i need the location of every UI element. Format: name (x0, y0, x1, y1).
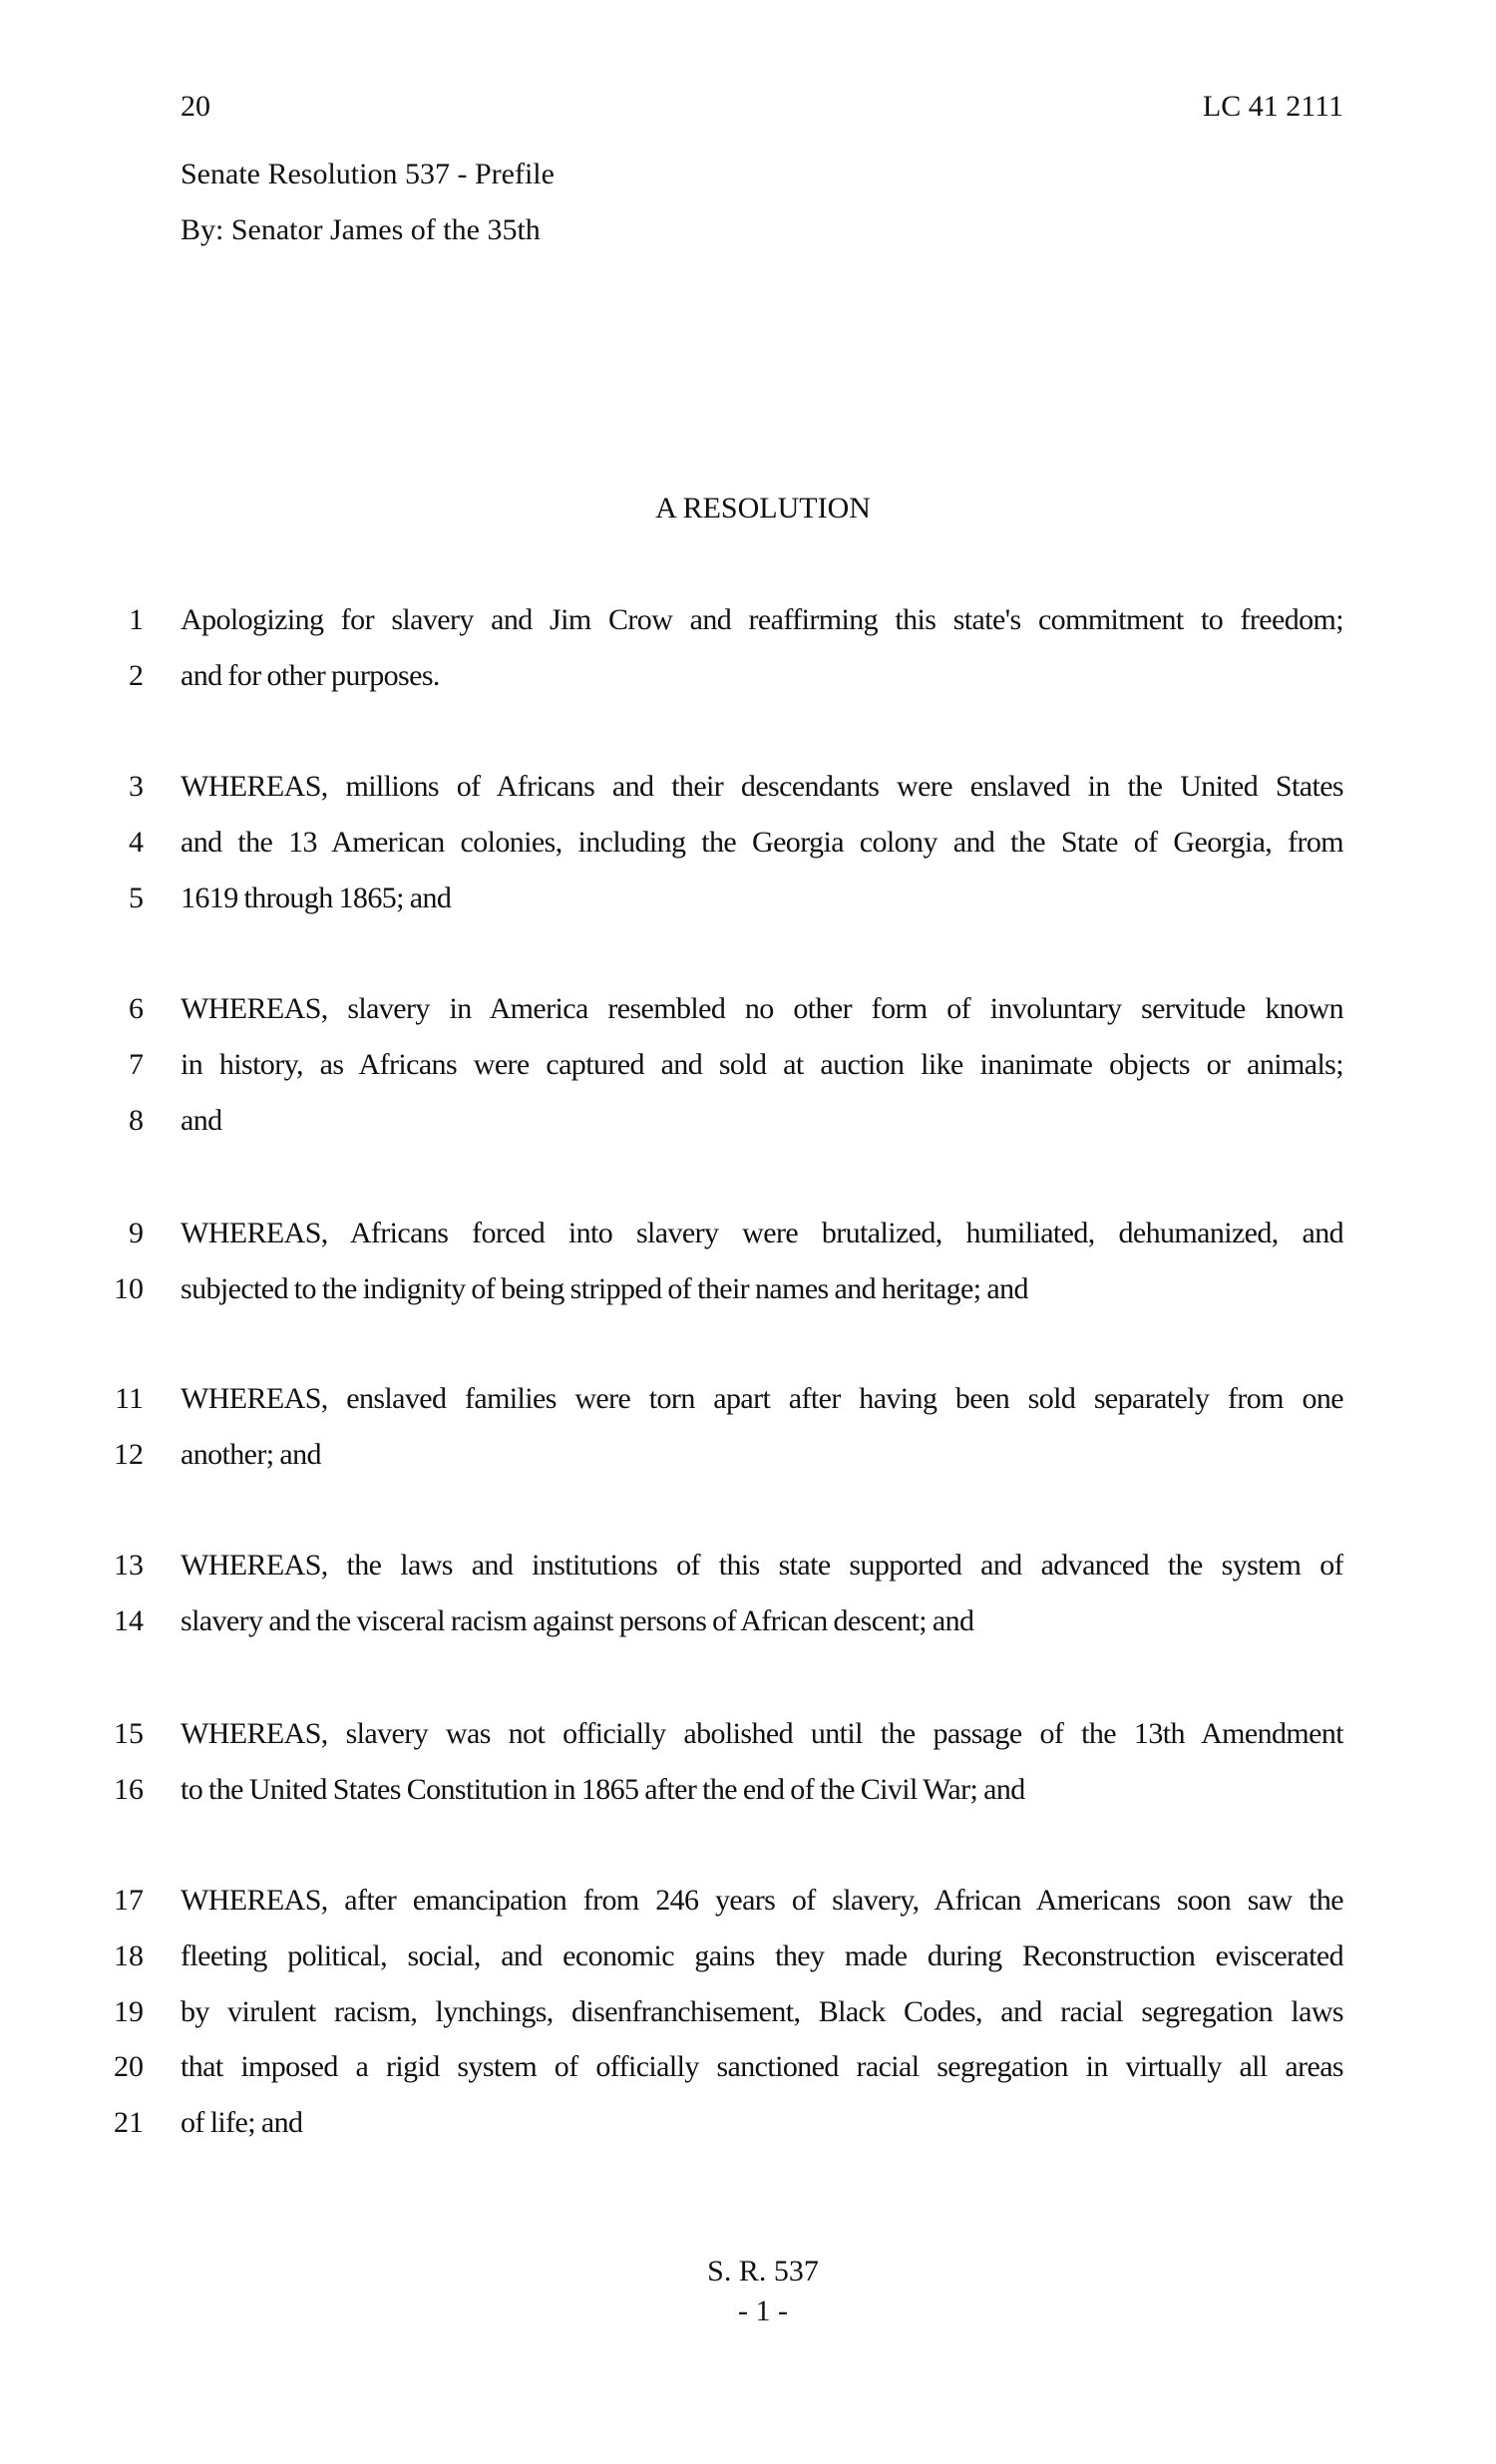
line-number: 10 (114, 1272, 144, 1305)
footer-bill-id: S. R. 537 (707, 2255, 819, 2288)
line-number: 18 (114, 1939, 144, 1972)
resolution-line: WHEREAS, Africans forced into slavery were brutalized, humiliated, dehumanized, and (181, 1217, 1343, 1249)
resolution-line: Apologizing for slavery and Jim Crow and reaffirming this state's commitment to freedom; (181, 603, 1343, 636)
resolution-line: in history, as Africans were captured and sold at auction like inanimate objects or animals; (181, 1048, 1343, 1081)
resolution-heading: A RESOLUTION (655, 492, 871, 525)
resolution-line: WHEREAS, slavery was not officially abolished until the passage of the 13th Amendment (181, 1717, 1343, 1750)
line-number: 11 (115, 1382, 144, 1415)
line-number: 7 (129, 1048, 144, 1081)
resolution-line: to the United States Constitution in 1865 after the end of the Civil War; and (181, 1773, 1025, 1806)
line-number: 3 (129, 770, 144, 803)
resolution-line: WHEREAS, slavery in America resembled no other form of involuntary servitude known (181, 992, 1343, 1025)
resolution-line: WHEREAS, enslaved families were torn apart after having been sold separately from one (181, 1382, 1343, 1415)
resolution-line: and (181, 1104, 222, 1137)
line-number: 5 (129, 881, 144, 914)
line-number: 20 (114, 2050, 144, 2083)
line-number: 6 (129, 992, 144, 1025)
resolution-line: WHEREAS, the laws and institutions of this state supported and advanced the system of (181, 1549, 1343, 1582)
page-number: 20 (181, 90, 210, 123)
resolution-line: fleeting political, social, and economic gains they made during Reconstruction eviscerated (181, 1939, 1343, 1972)
line-number: 21 (114, 2106, 144, 2139)
sponsor-line: By: Senator James of the 35th (181, 213, 541, 246)
resolution-line: another; and (181, 1438, 321, 1471)
resolution-line: WHEREAS, after emancipation from 246 years of slavery, African Americans soon saw the (181, 1884, 1343, 1917)
footer-page-number: - 1 - (738, 2294, 788, 2327)
line-number: 14 (114, 1604, 144, 1637)
resolution-line: by virulent racism, lynchings, disenfranchisement, Black Codes, and racial segregation laws (181, 1995, 1343, 2028)
resolution-line: that imposed a rigid system of officially sanctioned racial segregation in virtually all areas (181, 2050, 1343, 2083)
resolution-line: and the 13 American colonies, including the Georgia colony and the State of Georgia, from (181, 826, 1343, 859)
resolution-line: WHEREAS, millions of Africans and their descendants were enslaved in the United States (181, 770, 1343, 803)
resolution-title: Senate Resolution 537 - Prefile (181, 158, 555, 190)
line-number: 15 (114, 1717, 144, 1750)
line-number: 1 (129, 603, 144, 636)
line-number: 4 (129, 826, 144, 859)
resolution-line: subjected to the indignity of being stripped of their names and heritage; and (181, 1272, 1028, 1305)
document-code: LC 41 2111 (1202, 90, 1343, 123)
line-number: 13 (114, 1549, 144, 1582)
line-number: 17 (114, 1884, 144, 1917)
line-number: 12 (114, 1438, 144, 1471)
resolution-line: slavery and the visceral racism against persons of African descent; and (181, 1604, 974, 1637)
line-number: 8 (129, 1104, 144, 1137)
line-number: 9 (129, 1217, 144, 1249)
line-number: 19 (114, 1995, 144, 2028)
line-number: 2 (129, 659, 144, 692)
line-number: 16 (114, 1773, 144, 1806)
resolution-line: of life; and (181, 2106, 303, 2139)
resolution-line: and for other purposes. (181, 659, 440, 692)
resolution-line: 1619 through 1865; and (181, 881, 452, 914)
